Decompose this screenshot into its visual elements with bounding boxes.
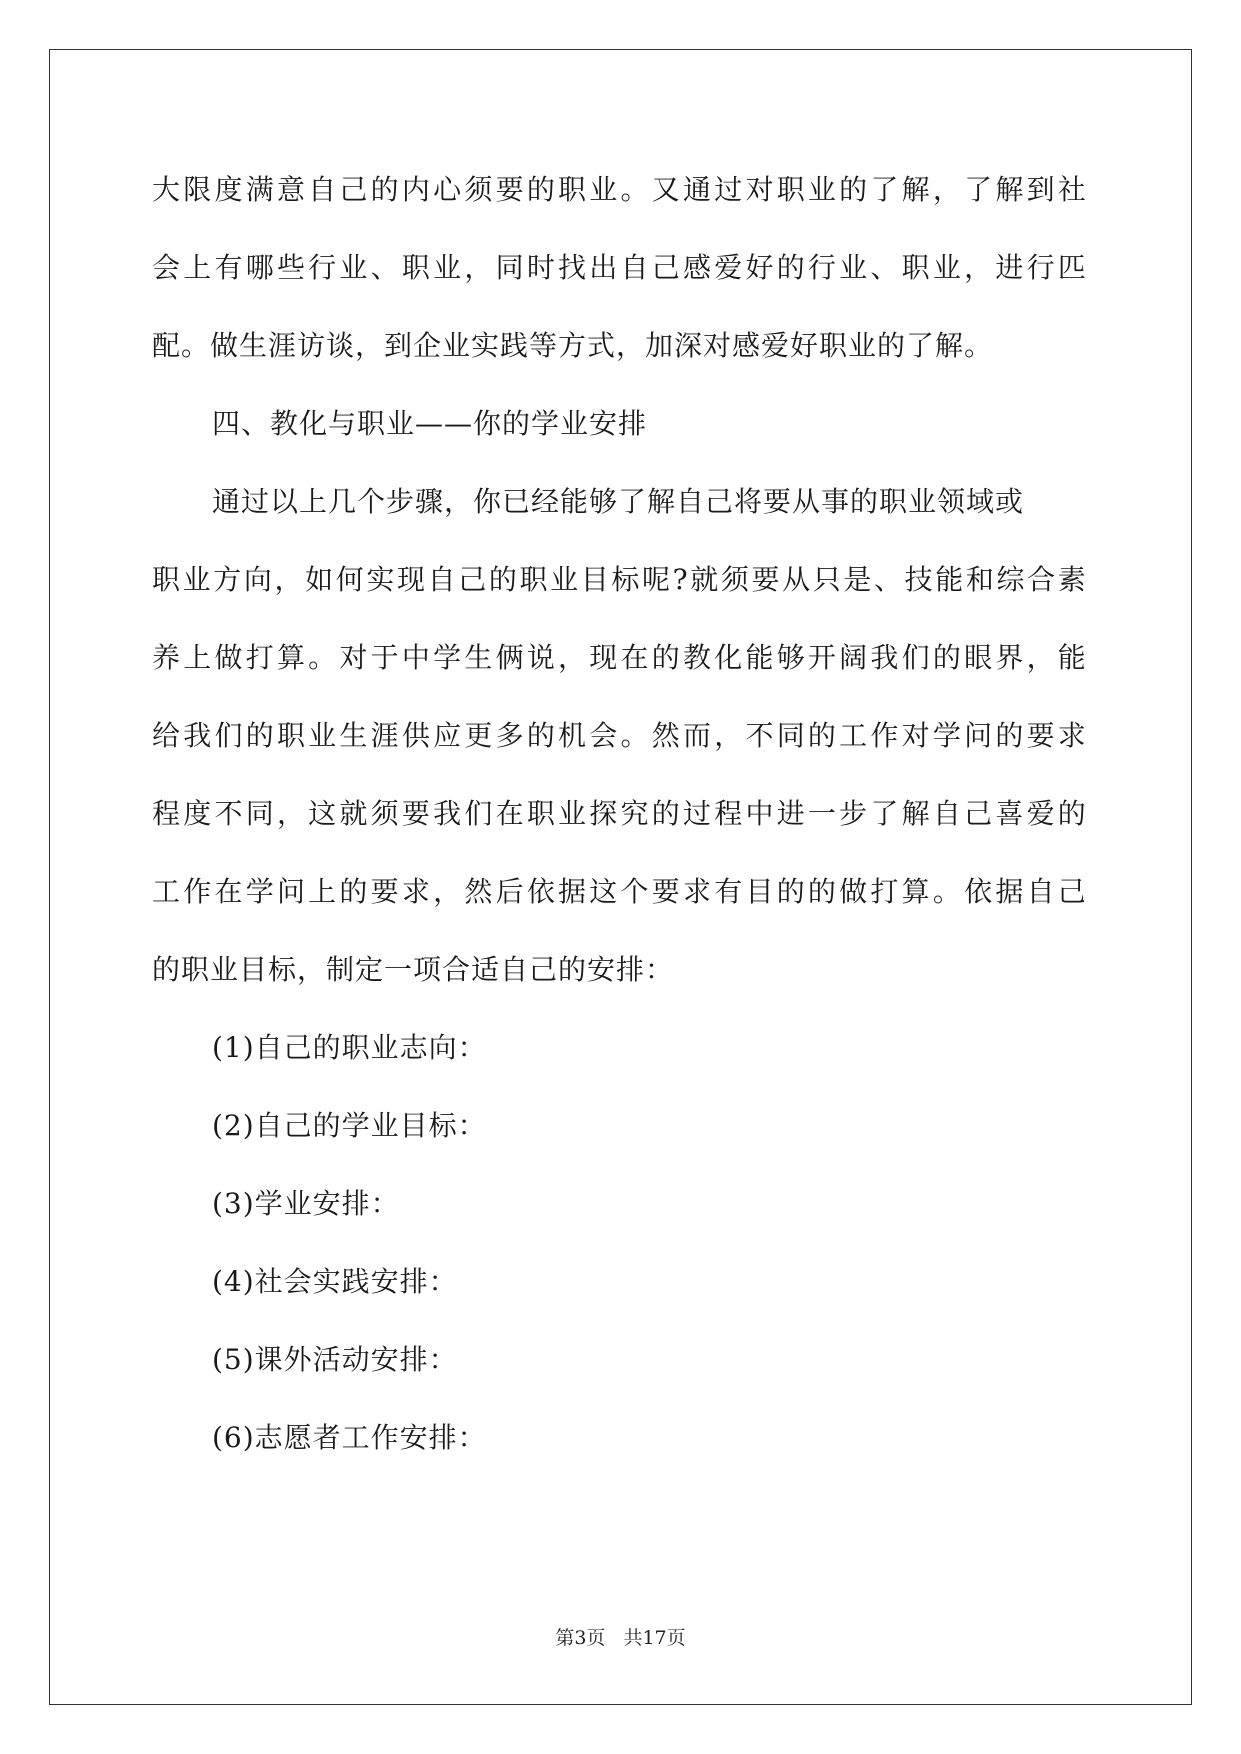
- list-item: (2)自己的学业目标：: [212, 1109, 487, 1142]
- list-item: (5)课外活动安排：: [212, 1343, 458, 1376]
- paragraph-line: 工 作 在 学 问 上 的 要 求 ， 然 后 依 据 这 个 要 求 有 目 的 的 做 打 算 。 依 据 自 己: [152, 875, 1087, 908]
- document-body: [152, 167, 1087, 1493]
- page-number: 第3页: [555, 1627, 606, 1649]
- paragraph-line: 养 上 做 打 算 。 对 于 中 学 生 俩 说 ， 现 在 的 教 化 能 够 开 阔 我 们 的 眼 界 ， 能: [152, 641, 1087, 674]
- list-item: (4)社会实践安排：: [212, 1265, 458, 1298]
- paragraph-line: 通过以上几个步骤，你已经能够了解自己将要从事的职业领域或: [212, 485, 1025, 518]
- list-item: (3)学业安排：: [212, 1187, 400, 1220]
- paragraph-line: 给 我 们 的 职 业 生 涯 供 应 更 多 的 机 会 。 然 而 ， 不 同 的 工 作 对 学 问 的 要 求: [152, 719, 1087, 752]
- list-item: (1)自己的职业志向：: [212, 1031, 487, 1064]
- paragraph-line: 大 限 度 满 意 自 己 的 内 心 须 要 的 职 业 。 又 通 过 对 职 业 的 了 解 ， 了 解 到 社: [152, 173, 1087, 206]
- paragraph-line: 会 上 有 哪 些 行 业 、 职 业 ， 同 时 找 出 自 己 感 爱 好 的 行 业 、 职 业 ， 进 行 匹: [152, 251, 1087, 284]
- paragraph-line: 程 度 不 同 ， 这 就 须 要 我 们 在 职 业 探 究 的 过 程 中 进 一 步 了 解 自 己 喜 爱 的: [152, 797, 1087, 830]
- paragraph-line: 的职业目标，制定一项合适自己的安排：: [152, 953, 675, 986]
- list-item: (6)志愿者工作安排：: [212, 1421, 487, 1454]
- paragraph-line: 职 业 方 向 ， 如 何 实 现 自 己 的 职 业 目 标 呢 ? 就 须 要 从 只 是 、 技 能 和 综 合 素: [152, 563, 1087, 596]
- section-heading: 四、教化与职业——你的学业安排: [212, 407, 648, 440]
- paragraph-line: 配。做生涯访谈，到企业实践等方式，加深对感爱好职业的了解。: [152, 329, 994, 362]
- page-footer: [0, 1623, 1241, 1650]
- page-total: 共17页: [623, 1627, 686, 1649]
